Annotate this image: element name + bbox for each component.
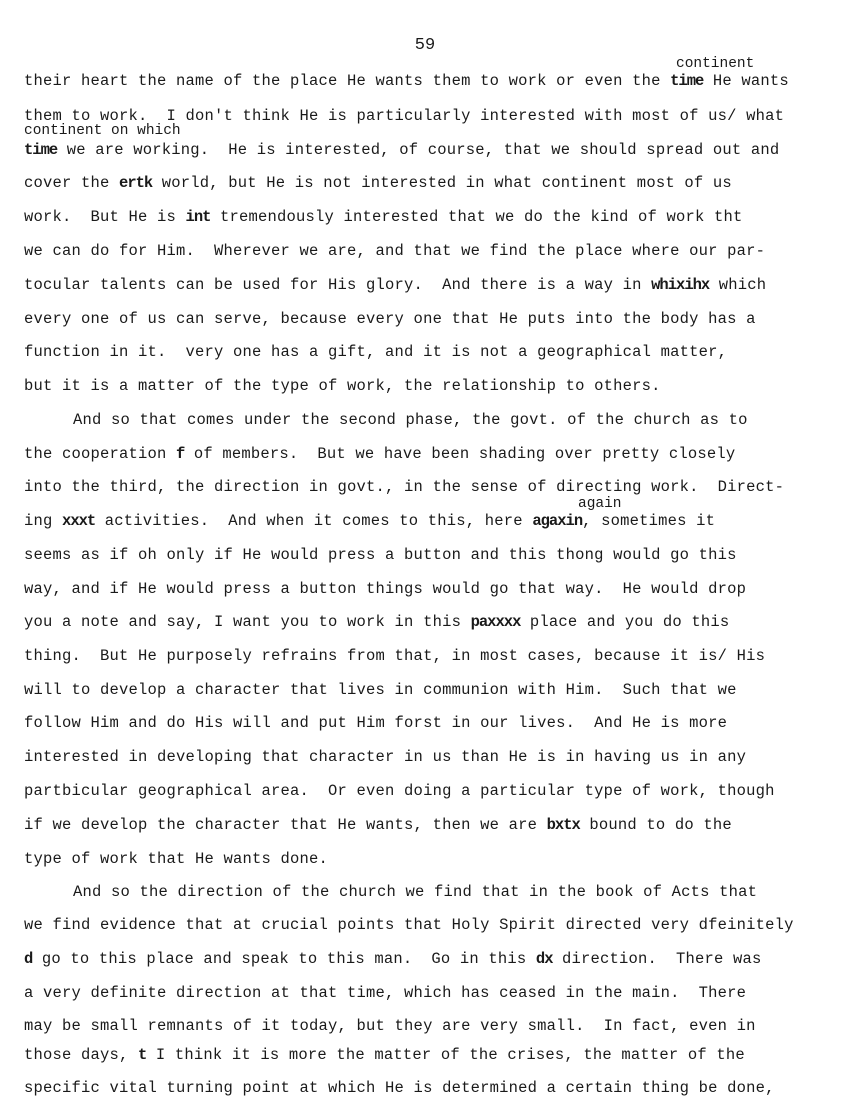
text-line: thing. But He purposely refrains from that, in most cases, because it is/ His — [24, 647, 766, 665]
struck-word: paxxxx — [470, 613, 521, 631]
text-line: the cooperation f of members. But we have been shading over pretty closely — [24, 445, 736, 463]
text-line: work. But He is int tremendously interested that we do the kind of work tht — [24, 208, 743, 226]
text-line: we can do for Him. Wherever we are, and that we find the place where our par- — [24, 242, 766, 260]
struck-word: xxxt — [62, 512, 96, 530]
text-line: way, and if He would press a button things would go that way. He would drop — [24, 580, 747, 598]
text-line: but it is a matter of the type of work, the relationship to others. — [24, 377, 661, 395]
text-line: tocular talents can be used for His glory. And there is a way in whixihx which — [24, 276, 767, 294]
text-line: And so that comes under the second phase, the govt. of the church as to — [73, 411, 748, 429]
text-line: d go to this place and speak to this man. Go in this dx direction. There was — [24, 950, 762, 968]
page-number: 59 — [414, 36, 436, 55]
text-line: if we develop the character that He wants, then we are bxtx bound to do the — [24, 816, 732, 834]
text-line: follow Him and do His will and put Him forst in our lives. And He is more — [24, 714, 728, 732]
text-line: we find evidence that at crucial points that Holy Spirit directed very dfeinitely — [24, 916, 794, 934]
insert-continent-on-which: continent on which — [24, 123, 181, 139]
struck-word: time — [24, 141, 58, 159]
insert-continent: continent — [676, 56, 755, 72]
struck-word: d — [24, 950, 33, 968]
text-line: them to work. I don't think He is particularly interested with most of us/ what — [24, 107, 785, 125]
text-line: cover the ertk world, but He is not interested in what continent most of us — [24, 174, 732, 192]
struck-word: agaxin — [532, 512, 583, 530]
text-line: a very definite direction at that time, which has ceased in the main. There — [24, 984, 747, 1002]
text-line: function in it. very one has a gift, and it is not a geographical matter, — [24, 343, 728, 361]
text-line: interested in developing that character in us than He is in having us in any — [24, 748, 747, 766]
text-line: type of work that He wants done. — [24, 850, 329, 868]
text-line: those days, t I think it is more the matter of the crises, the matter of the — [24, 1046, 745, 1064]
text-line: seems as if oh only if He would press a button and this thong would go this — [24, 546, 737, 564]
text-line: partbicular geographical area. Or even doing a particular type of work, though — [24, 782, 775, 800]
struck-word: time — [670, 72, 704, 90]
text-line: into the third, the direction in govt., in the sense of directing work. Direct- — [24, 478, 785, 496]
text-line: their heart the name of the place He wants them to work or even the time He wants — [24, 72, 789, 90]
struck-word: ertk — [119, 174, 153, 192]
text-line: ing xxxt activities. And when it comes to this, here agaxin, sometimes it — [24, 512, 716, 530]
struck-word: f — [176, 445, 185, 463]
text-line: And so the direction of the church we find that in the book of Acts that — [73, 883, 758, 901]
text-line: may be small remnants of it today, but they are very small. In fact, even in — [24, 1017, 756, 1035]
insert-again: again — [578, 496, 622, 512]
struck-word: bxtx — [546, 816, 580, 834]
text-line: you a note and say, I want you to work in this paxxxx place and you do this — [24, 613, 730, 631]
struck-word: t — [138, 1046, 147, 1064]
text-line: specific vital turning point at which He is determined a certain thing be done, — [24, 1079, 775, 1097]
struck-word: whixihx — [651, 276, 710, 294]
struck-word: int — [185, 208, 211, 226]
text-line: every one of us can serve, because every one that He puts into the body has a — [24, 310, 756, 328]
struck-word: dx — [535, 950, 553, 968]
text-line: time we are working. He is interested, of course, that we should spread out and — [24, 141, 780, 159]
text-line: will to develop a character that lives in communion with Him. Such that we — [24, 681, 737, 699]
